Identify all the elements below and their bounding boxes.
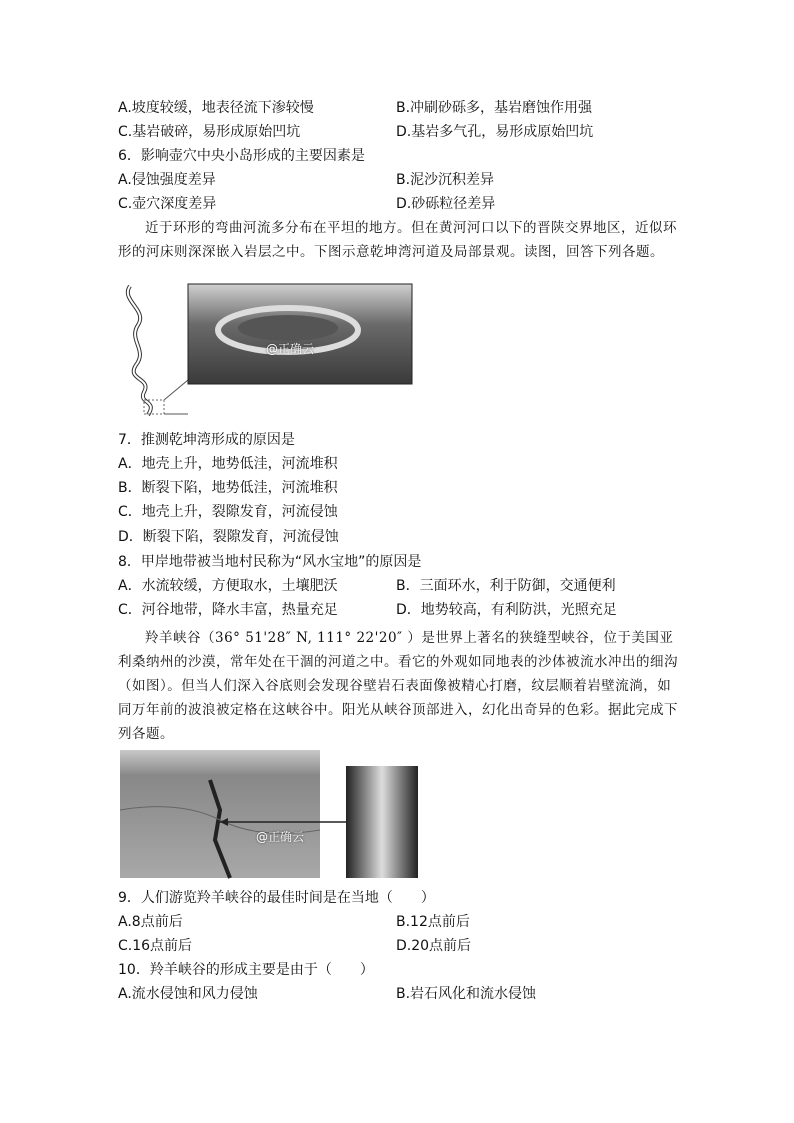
q7-stem: 7．推测乾坤湾形成的原因是 <box>118 432 295 448</box>
passage-qiankun-bay: 近于环形的弯曲河流多分布在平坦的地方。但在黄河河口以下的晋陕交界地区，近似环形的河床则深深嵌入岩层之中。下图示意乾坤湾河道及局部景观。读图，回答下列各题。 <box>118 220 677 260</box>
q9-stem: 9．人们游览羚羊峡谷的最佳时间是在当地（ ） <box>118 890 435 906</box>
q9-option-c: C.16点前后 <box>118 938 193 954</box>
q5-option-b: B.冲刷砂砾多，基岩磨蚀作用强 <box>396 100 593 116</box>
q8-option-b: B．三面环水，利于防御，交通便利 <box>396 578 616 594</box>
q8-option-a: A．水流较缓，方便取水，土壤肥沃 <box>118 578 338 594</box>
qiankun-bay-figure <box>118 280 418 422</box>
q10-option-b: B.岩石风化和流水侵蚀 <box>396 986 537 1002</box>
watermark: @正确云 <box>256 830 305 844</box>
q6-stem: 6．影响壶穴中央小岛形成的主要因素是 <box>118 148 365 164</box>
q10-stem: 10．羚羊峡谷的形成主要是由于（ ） <box>118 962 374 978</box>
canyon-photo-icon <box>120 750 420 880</box>
q7-option-d: D．断裂下陷，裂隙发育，河流侵蚀 <box>118 529 339 545</box>
q9-option-b: B.12点前后 <box>396 914 470 930</box>
q8-stem: 8．甲岸地带被当地村民称为“风水宝地”的原因是 <box>118 554 422 570</box>
q6-option-a: A.侵蚀强度差异 <box>118 172 216 188</box>
q6-option-c: C.壶穴深度差异 <box>118 196 217 212</box>
q7-option-c: C．地壳上升，裂隙发育，河流侵蚀 <box>118 504 338 520</box>
q5-option-c: C.基岩破碎，易形成原始凹坑 <box>118 124 301 140</box>
q5-option-d: D.基岩多气孔，易形成原始凹坑 <box>396 124 594 140</box>
q9-option-a: A.8点前后 <box>118 914 183 930</box>
q10-option-a: A.流水侵蚀和风力侵蚀 <box>118 986 258 1002</box>
q6-option-b: B.泥沙沉积差异 <box>396 172 495 188</box>
q8-option-c: C．河谷地带，降水丰富，热量充足 <box>118 602 338 618</box>
watermark: @正确云 <box>266 342 315 356</box>
q5-option-a: A.坡度较缓，地表径流下渗较慢 <box>118 100 314 116</box>
q7-option-a: A．地壳上升，地势低洼，河流堆积 <box>118 456 338 472</box>
q7-option-b: B．断裂下陷，地势低洼，河流堆积 <box>118 480 338 496</box>
q6-option-d: D.砂砾粒径差异 <box>396 196 496 212</box>
passage-antelope-canyon: 羚羊峡谷（36° 51'28″ N, 111° 22'20″ ）是世界上著名的狭缝型峡谷，位于美国亚利桑纳州的沙漠，常年处在干涸的河道之中。看它的外观如同地表的沙体被流水冲出的细沟（如图）。但当人们深入谷底则会发现谷壁岩石表面像被精心打磨，纹层顺着岩壁流淌，如同万年前的波浪被定格在这峡谷中。阳光从峡谷顶部进入，幻化出奇异的色彩。据此完成下列各题。 <box>118 630 678 742</box>
antelope-canyon-figure <box>120 750 420 880</box>
q9-option-d: D.20点前后 <box>396 938 472 954</box>
q8-option-d: D．地势较高，有利防洪，光照充足 <box>396 602 617 618</box>
